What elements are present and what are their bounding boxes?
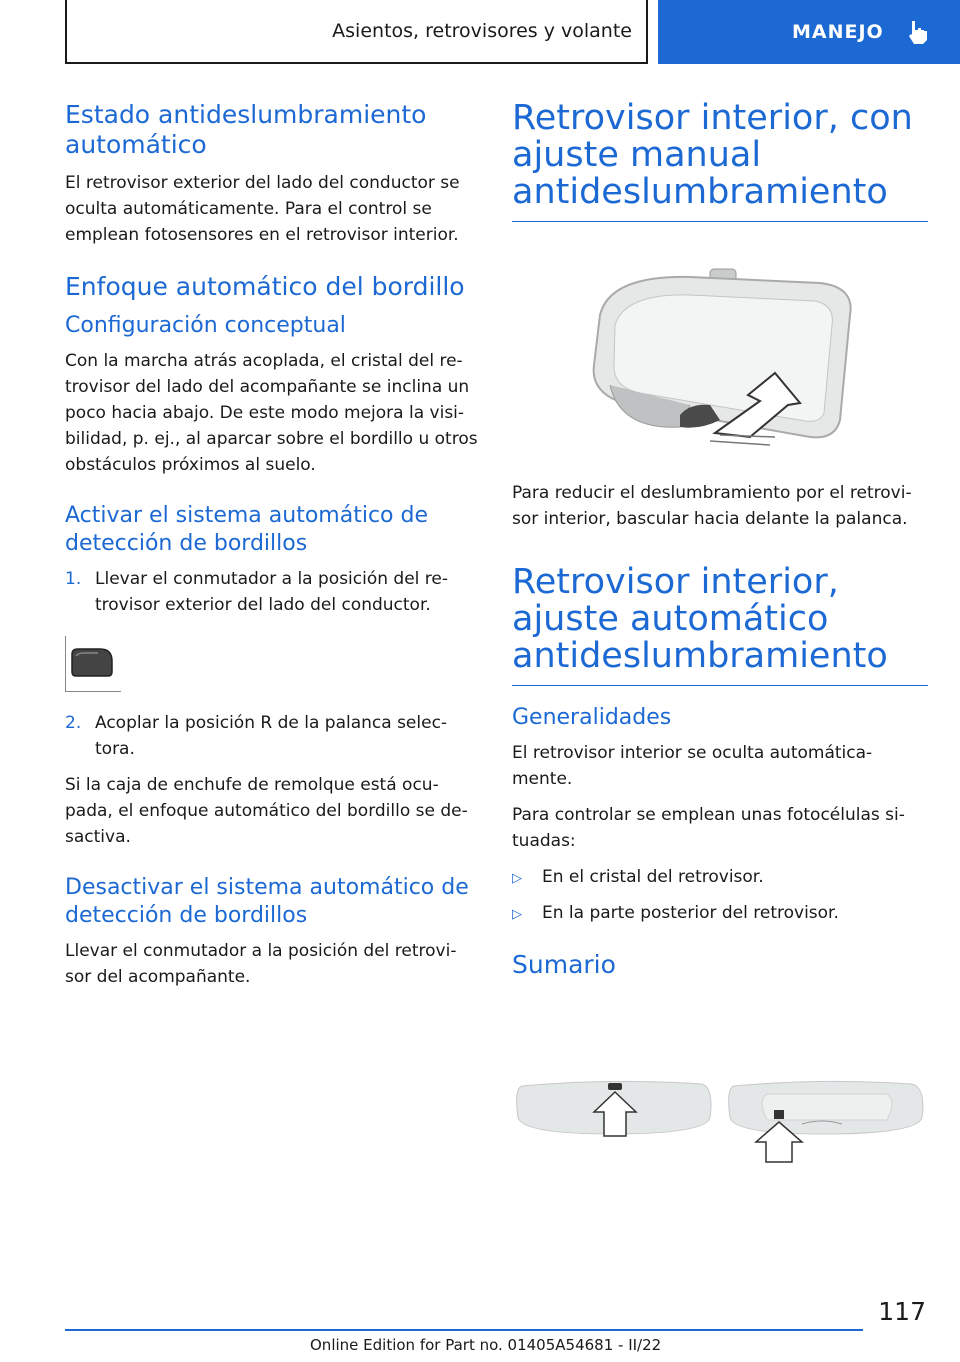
paragraph: Para reducir el deslumbramiento por el retrovi-sor interior, bascular hacia delante la palanca. [512,483,912,529]
heading-summary: Sumario [512,950,616,979]
step-number: 2. [65,713,82,733]
right-column [512,100,928,990]
paragraph: Con la marcha atrás acoplada, el cristal del re-trovisor del lado del acompañante se inclina un poco hacia abajo. De este modo mejora la visi-bilidad, p. ej., al aparcar sobre el bordillo u otros obstáculos próximos al suelo. [65,351,478,475]
heading-antiglare-status: Estado antideslumbramiento automático [65,100,427,159]
list-item [512,864,928,892]
interior-mirror-illustration [512,240,928,470]
page-number: 117 [878,1297,926,1326]
page-header [65,0,960,64]
mirror-switch-image [65,636,121,692]
heading-concept: Configuración conceptual [65,313,346,338]
paragraph: Para controlar se emplean unas fotocélulas si-tuadas: [512,805,905,851]
heading-curb-tilt: Enfoque automático del bordillo [65,272,465,301]
step-item [65,566,480,618]
edition-note: Online Edition for Part no. 01405A54681 - II/22 [310,1336,662,1354]
footer-rule [65,1329,863,1331]
bullet-icon: ▷ [512,907,522,922]
step-text: Acoplar la posición R de la palanca selec-tora. [95,713,448,759]
bullet-icon: ▷ [512,871,522,886]
heading-activate: Activar el sistema automático de detección de bordillos [65,503,428,556]
chapter-label: MANEJO [792,21,884,43]
list-item-text: En la parte posterior del retrovisor. [542,903,839,923]
heading-deactivate: Desactivar el sistema automático de detección de bordillos [65,875,469,928]
paragraph: Llevar el conmutador a la posición del retrovi-sor del acompañante. [65,941,457,987]
section-title: Asientos, retrovisores y volante [65,0,648,64]
step-text: Llevar el conmutador a la posición del re-trovisor exterior del lado del conductor. [95,569,449,615]
mirror-switch-icon [66,636,122,692]
heading-manual-mirror: Retrovisor interior, con ajuste manual antideslumbramiento [512,100,928,222]
chapter-tab[interactable] [658,0,960,64]
heading-auto-mirror: Retrovisor interior, ajuste automático antideslumbramiento [512,564,928,686]
heading-general: Generalidades [512,705,672,730]
paragraph: El retrovisor interior se oculta automática-mente. [512,743,873,789]
list-item-text: En el cristal del retrovisor. [542,867,764,887]
summary-illustration [512,1078,928,1168]
paragraph: El retrovisor exterior del lado del conductor se oculta automáticamente. Para el control se emplean fotosensores en el retrovisor interior. [65,173,460,245]
pointing-hand-icon [906,19,930,45]
list-item [512,900,928,928]
step-item [65,710,480,762]
left-column [65,100,480,1000]
paragraph: Si la caja de enchufe de remolque está ocu-pada, el enfoque automático del bordillo se de-sactiva. [65,775,468,847]
step-number: 1. [65,569,82,589]
